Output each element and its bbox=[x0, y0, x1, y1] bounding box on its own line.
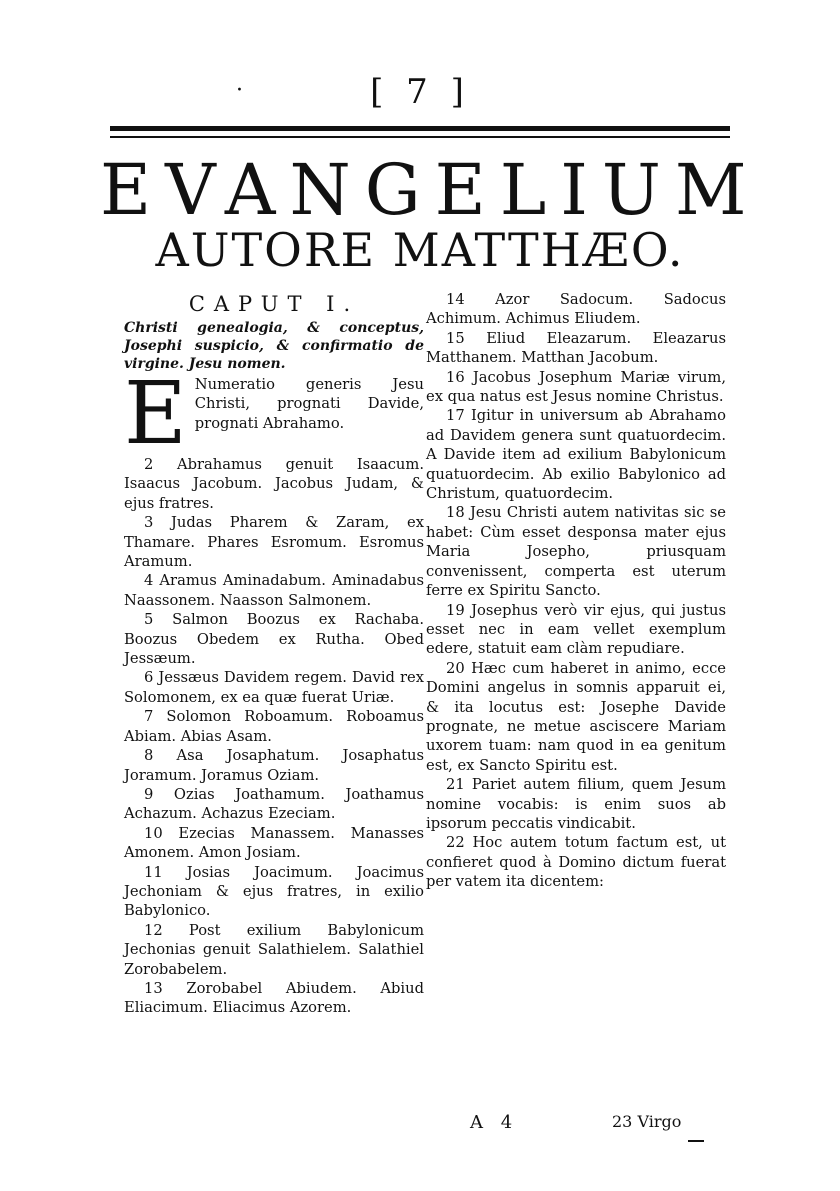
header-rule-thick bbox=[110, 126, 730, 131]
verse: 21 Pariet autem filium, quem Jesum nomine vocabis: is enim suos ab ipsorum peccatis vindicabit. bbox=[426, 776, 726, 832]
drop-cap: E bbox=[124, 364, 187, 464]
left-column bbox=[124, 290, 424, 1018]
right-column bbox=[426, 290, 726, 892]
verse: 7 Solomon Roboamum. Roboamus Abiam. Abias Asam. bbox=[124, 708, 424, 745]
verse: 3 Judas Pharem & Zaram, ex Thamare. Phares Esromum. Esromus Aramum. bbox=[124, 514, 424, 571]
header-dot: · bbox=[236, 78, 243, 103]
header-rule-thin bbox=[110, 136, 730, 138]
verse-1 bbox=[124, 364, 424, 464]
verse: 8 Asa Josaphatum. Josaphatus Joramum. Joramus Oziam. bbox=[124, 747, 424, 784]
verse: 6 Jessæus Davidem regem. David rex Solomonem, ex ea quæ fuerat Uriæ. bbox=[124, 669, 424, 706]
chapter-heading: CAPUT I. bbox=[188, 292, 360, 316]
verse-1-text: Numeratio generis Jesu Christi, prognati Davide, prognati Abrahamo. bbox=[194, 376, 424, 432]
verse: 14 Azor Sadocum. Sadocus Achimum. Achimus Eliudem. bbox=[426, 291, 726, 328]
verse: 18 Jesu Christi autem nativitas sic se habet: Cùm esset desponsa mater ejus Maria Josepho, priusquam convenissent, comperta est uterum ferre ex Spiritu Sancto. bbox=[426, 504, 726, 600]
verse: 12 Post exilium Babylonicum Jechonias genuit Salathielem. Salathiel Zorobabelem. bbox=[124, 921, 424, 978]
verse: 20 Hæc cum haberet in animo, ecce Domini angelus in somnis apparuit ei, & ita locutus est: Josephe Davide prognate, ne metue asciscere Mariam uxorem tuam: nam quod in ea genitum est, ex Sancto Spiritu est. bbox=[426, 659, 726, 774]
verse: 19 Josephus verò vir ejus, qui justus esset nec in eam vellet exemplum edere, statuit eam clàm repudiare. bbox=[426, 601, 726, 658]
chapter-summary: Christi genealogia, & conceptus, Josephi suspicio, & confirmatio de virgine. Jesu nomen. bbox=[124, 320, 424, 372]
signature-mark: A 4 bbox=[470, 1112, 519, 1133]
verse: 10 Ezecias Manassem. Manasses Amonem. Amon Josiam. bbox=[124, 824, 424, 862]
book-title: EVANGELIUM bbox=[100, 149, 761, 231]
verse: 2 Abrahamus genuit Isaacum. Isaacus Jacobum. Jacobus Judam, & ejus fratres. bbox=[124, 456, 424, 512]
verse: 5 Salmon Boozus ex Rachaba. Boozus Obedem ex Rutha. Obed Jessæum. bbox=[124, 611, 424, 668]
book-subtitle: AUTORE MATTHÆO. bbox=[155, 223, 685, 277]
verse: 15 Eliud Eleazarum. Eleazarus Matthanem. Matthan Jacobum. bbox=[426, 329, 726, 367]
catchword: 23 Virgo bbox=[612, 1112, 682, 1131]
verse: 16 Jacobus Josephum Mariæ virum, ex qua natus est Jesus nomine Christus. bbox=[426, 368, 726, 406]
page-number: [ 7 ] bbox=[370, 72, 470, 112]
verse: 4 Aramus Aminadabum. Aminadabus Naassonem. Naasson Salmonem. bbox=[124, 572, 424, 609]
verse: 22 Hoc autem totum factum est, ut confieret quod à Domino dictum fuerat per vatem ita dicentem: bbox=[426, 834, 726, 891]
verse: 13 Zorobabel Abiudem. Abiud Eliacimum. Eliacimus Azorem. bbox=[124, 979, 424, 1017]
verse: 9 Ozias Joathamum. Joathamus Achazum. Achazus Ezeciam. bbox=[124, 785, 424, 823]
page-corner-mark bbox=[688, 1140, 704, 1142]
verse: 11 Josias Joacimum. Joacimus Jechoniam & ejus fratres, in exilio Babylonico. bbox=[124, 863, 424, 920]
verse: 17 Igitur in universum ab Abrahamo ad Davidem genera sunt quatuordecim. A Davide item ad exilium Babylonicum quatuordecim. Ab exilio Babylonico ad Christum, quatuordecim. bbox=[426, 407, 726, 503]
